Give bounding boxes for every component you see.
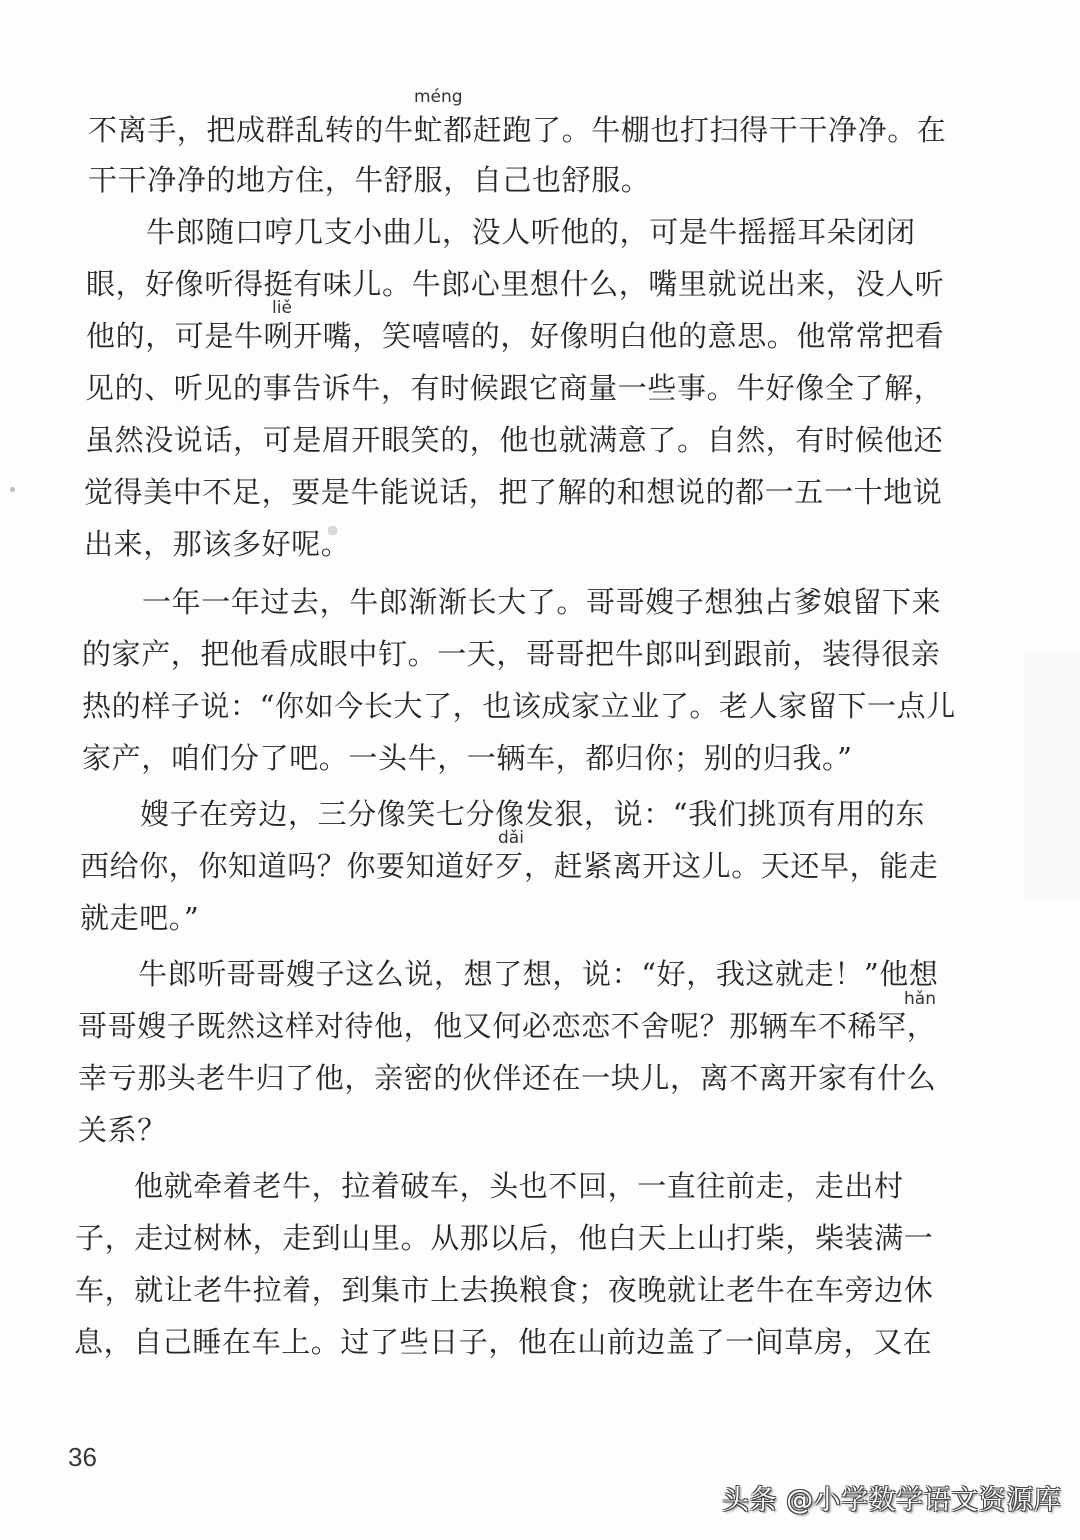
pinyin-annotation: dǎi xyxy=(498,828,524,848)
scan-shade xyxy=(1024,650,1080,900)
text-line: 幸亏那头老牛归了他，亲密的伙伴还在一块儿，离不离开家有什么 xyxy=(78,1061,937,1095)
text-line: 嫂子在旁边，三分像笑七分像发狠，说：“我们挑顶有用的东 xyxy=(140,797,926,831)
text-line: 眼，好像听得挺有味儿。牛郎心里想什么，嘴里就说出来，没人听 xyxy=(86,267,945,301)
text-line: 觉得美中不足，要是牛能说话，把了解的和想说的都一五一十地说 xyxy=(84,475,943,509)
text-line: 虽然没说话，可是眉开眼笑的，他也就满意了。自然，有时候他还 xyxy=(85,423,944,457)
pinyin-annotation: liě xyxy=(272,298,292,318)
text-line: 一年一年过去，牛郎渐渐长大了。哥哥嫂子想独占爹娘留下来 xyxy=(142,585,942,619)
page-number: 36 xyxy=(68,1442,97,1472)
text-line: 就走吧。” xyxy=(80,901,200,935)
text-line: 息，自己睡在车上。过了些日子，他在山前边盖了一间草房，又在 xyxy=(74,1325,933,1359)
text-line: 的家产，把他看成眼中钉。一天，哥哥把牛郎叫到跟前，装得很亲 xyxy=(82,637,941,671)
text-line: 西给你，你知道吗？你要知道好歹，赶紧离开这儿。天还早，能走 xyxy=(80,849,939,883)
text-line: 他就牵着老牛，拉着破车，头也不回，一直往前走，走出村 xyxy=(134,1169,904,1203)
text-line: 关系？ xyxy=(78,1113,167,1147)
text-line: 牛郎听哥哥嫂子这么说，想了想，说：“好，我这就走！”他想 xyxy=(138,957,939,991)
pinyin-annotation: méng xyxy=(414,87,463,107)
text-line: 出来，那该多好呢。 xyxy=(84,527,351,561)
watermark: 头条 @小学数学语文资源库 xyxy=(722,1485,1062,1516)
text-line: 见的、听见的事告诉牛，有时候跟它商量一些事。牛好像全了解， xyxy=(85,371,944,405)
text-line: 车，就让老牛拉着，到集市上去换粮食；夜晚就让老牛在车旁边休 xyxy=(75,1273,934,1307)
text-line: 不离手，把成群乱转的牛虻都赶跑了。牛棚也打扫得干干净净。在 xyxy=(88,113,947,147)
text-line: 他的，可是牛咧开嘴，笑嘻嘻的，好像明白他的意思。他常常把看 xyxy=(86,319,945,353)
text-line: 家产，咱们分了吧。一头牛，一辆车，都归你；别的归我。” xyxy=(82,741,853,775)
text-line: 子，走过树林，走到山里。从那以后，他白天上山打柴，柴装满一 xyxy=(75,1221,934,1255)
text-line: 干干净净的地方住，牛舒服，自己也舒服。 xyxy=(88,163,651,197)
text-line: 哥哥嫂子既然这样对待他，他又何必恋恋不舍呢？那辆车不稀罕， xyxy=(78,1009,937,1043)
text-line: 牛郎随口哼几支小曲儿，没人听他的，可是牛摇摇耳朵闭闭 xyxy=(146,215,916,249)
text-line: 热的样子说：“你如今长大了，也该成家立业了。老人家留下一点儿 xyxy=(82,689,956,723)
pinyin-annotation: hǎn xyxy=(904,989,936,1009)
scan-speck xyxy=(10,487,15,492)
